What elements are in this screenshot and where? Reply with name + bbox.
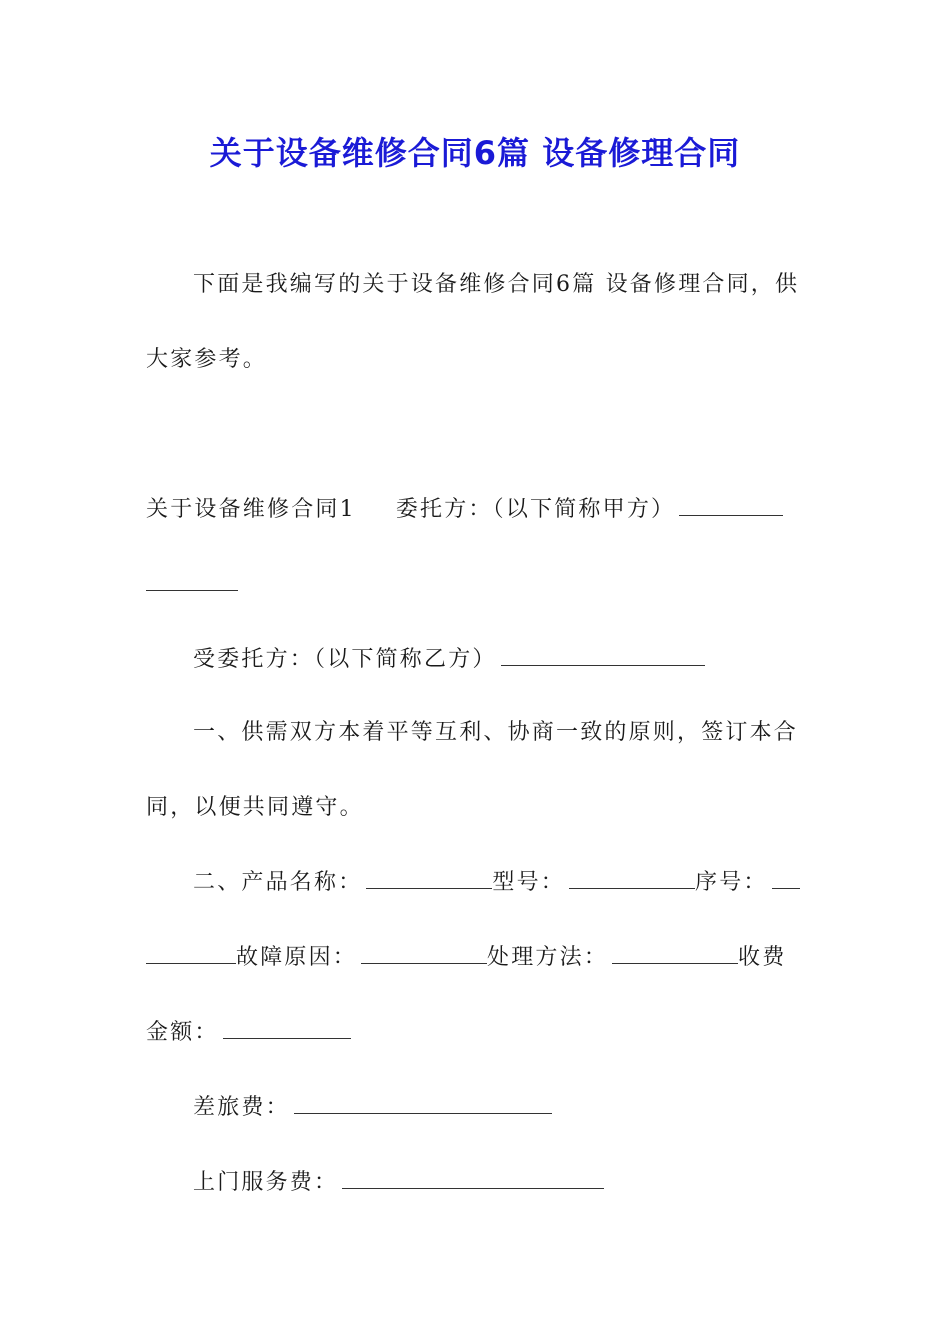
onsite-fee-label: 上门服务费： (193, 1170, 339, 1195)
intro-line-2: 大家参考。 (146, 347, 268, 372)
clause2-line-1 (193, 868, 800, 898)
method-blank[interactable] (612, 943, 738, 964)
party-b-blank[interactable] (501, 645, 705, 666)
serial-blank[interactable] (772, 868, 800, 889)
travel-fee-blank[interactable] (294, 1093, 552, 1114)
onsite-fee-line (193, 1168, 604, 1198)
fee-blank[interactable] (223, 1018, 351, 1039)
party-a-blank[interactable] (679, 495, 783, 516)
fee-label-part2: 金额： (146, 1020, 219, 1045)
clause2-line-2 (146, 943, 786, 973)
party-a-label: 委托方：（以下简称甲方） (395, 497, 676, 522)
contract1-party-a-line (146, 495, 783, 525)
party-a-blank-continued (146, 570, 238, 600)
clause1-line-1: 一、供需双方本着平等互利、协商一致的原则，签订本合 (193, 720, 799, 745)
method-label: 处理方法： (487, 945, 609, 970)
party-a-blank-2[interactable] (146, 570, 238, 591)
fault-label: 故障原因： (236, 945, 358, 970)
document-title: 关于设备维修合同6篇 设备修理合同 (209, 134, 741, 172)
product-name-label: 二、产品名称： (193, 870, 363, 895)
clause2-line-3 (146, 1018, 351, 1048)
clause1-line-2: 同，以便共同遵守。 (146, 795, 364, 820)
onsite-fee-blank[interactable] (342, 1168, 604, 1189)
product-name-blank[interactable] (366, 868, 492, 889)
party-b-label: 受委托方：（以下简称乙方） (193, 647, 497, 672)
serial-blank-2[interactable] (146, 943, 236, 964)
contract1-heading: 关于设备维修合同1 (146, 497, 356, 522)
travel-fee-label: 差旅费： (193, 1095, 290, 1120)
model-label: 型号： (492, 870, 566, 895)
fault-blank[interactable] (361, 943, 487, 964)
serial-label: 序号： (695, 870, 768, 895)
travel-fee-line (193, 1093, 552, 1123)
intro-line-1: 下面是我编写的关于设备维修合同6篇 设备修理合同，供 (193, 272, 800, 297)
fee-label-part1: 收费 (738, 945, 787, 970)
party-b-line (193, 645, 705, 675)
model-blank[interactable] (569, 868, 695, 889)
